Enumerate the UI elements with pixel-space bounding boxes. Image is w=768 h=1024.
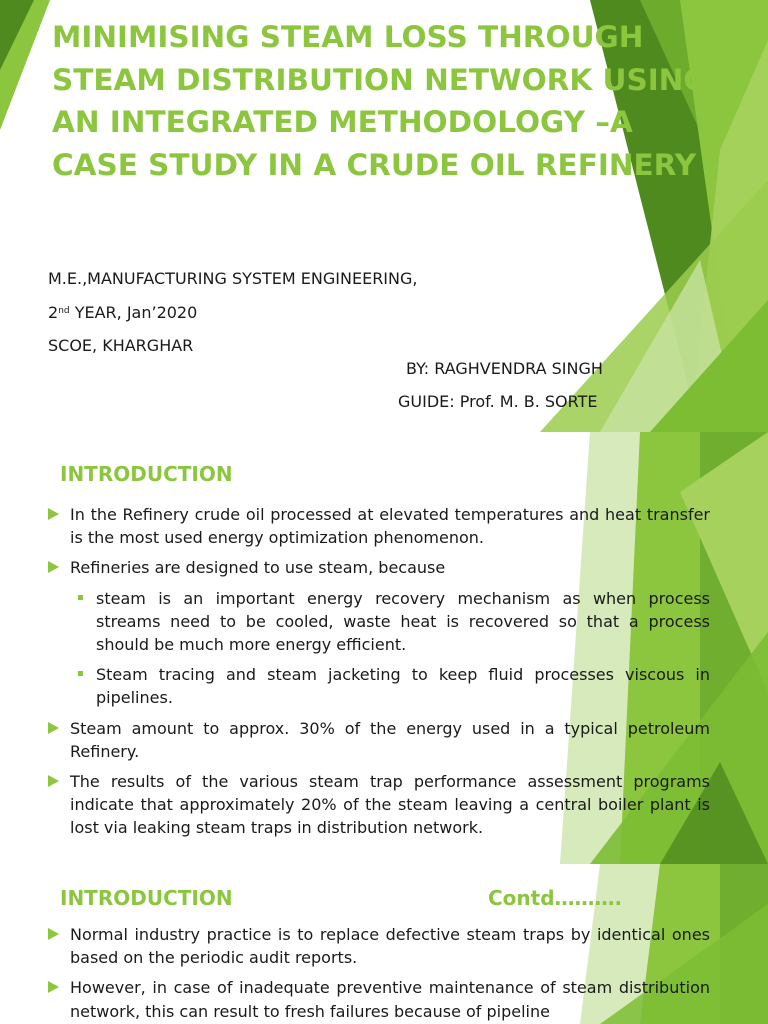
college-line: SCOE, KHARGHAR — [48, 336, 194, 355]
guide-name: GUIDE: Prof. M. B. SORTE — [398, 392, 598, 411]
list-item: Steam amount to approx. 30% of the energy used in a typical petroleum Refinery. — [46, 717, 710, 763]
title-slide — [0, 0, 768, 432]
slide-title: INTRODUCTION — [60, 886, 233, 910]
course-line: M.E.,MANUFACTURING SYSTEM ENGINEERING, — [48, 269, 418, 288]
sub-list-item: Steam tracing and steam jacketing to keep fluid processes viscous in pipelines. — [72, 663, 710, 709]
bullet-square-icon — [78, 671, 83, 676]
bullet-triangle-icon — [48, 508, 59, 520]
sub-list-item: steam is an important energy recovery mechanism as when process streams need to be cooled, waste heat is recovered so that a process should be much more energy efficient. — [72, 587, 710, 657]
bullet-list — [46, 503, 710, 847]
bullet-triangle-icon — [48, 981, 59, 993]
list-item: Normal industry practice is to replace defective steam traps by identical ones based on the periodic audit reports. — [46, 923, 710, 969]
bullet-triangle-icon — [48, 775, 59, 787]
list-item: The results of the various steam trap performance assessment programs indicate that approximately 20% of the steam leaving a central boiler plant is lost via leaking steam traps in distribution network. — [46, 770, 710, 840]
bullet-triangle-icon — [48, 561, 59, 573]
introduction-slide — [0, 432, 768, 864]
continued-label: Contd………. — [488, 886, 623, 910]
introduction-contd-slide — [0, 864, 768, 1024]
year-line: 2nd YEAR, Jan’2020 — [48, 303, 198, 322]
list-item: In the Refinery crude oil processed at elevated temperatures and heat transfer is the most used energy optimization phenomenon. — [46, 503, 710, 549]
list-item: Refineries are designed to use steam, because — [46, 556, 710, 579]
author-info — [48, 262, 417, 362]
author-name: BY: RAGHVENDRA SINGH — [406, 359, 603, 378]
bullet-triangle-icon — [48, 722, 59, 734]
bullet-list — [46, 923, 710, 1024]
bullet-square-icon — [78, 595, 83, 600]
list-item: However, in case of inadequate preventive maintenance of steam distribution network, this can result to fresh failures because of pipeline — [46, 976, 710, 1022]
bullet-triangle-icon — [48, 928, 59, 940]
slide-title: INTRODUCTION — [60, 462, 233, 486]
presentation-title: MINIMISING STEAM LOSS THROUGH STEAM DISTRIBUTION NETWORK USING AN INTEGRATED METHODOLOGY –A CASE STUDY IN A CRUDE OIL REFINERY — [52, 20, 708, 182]
